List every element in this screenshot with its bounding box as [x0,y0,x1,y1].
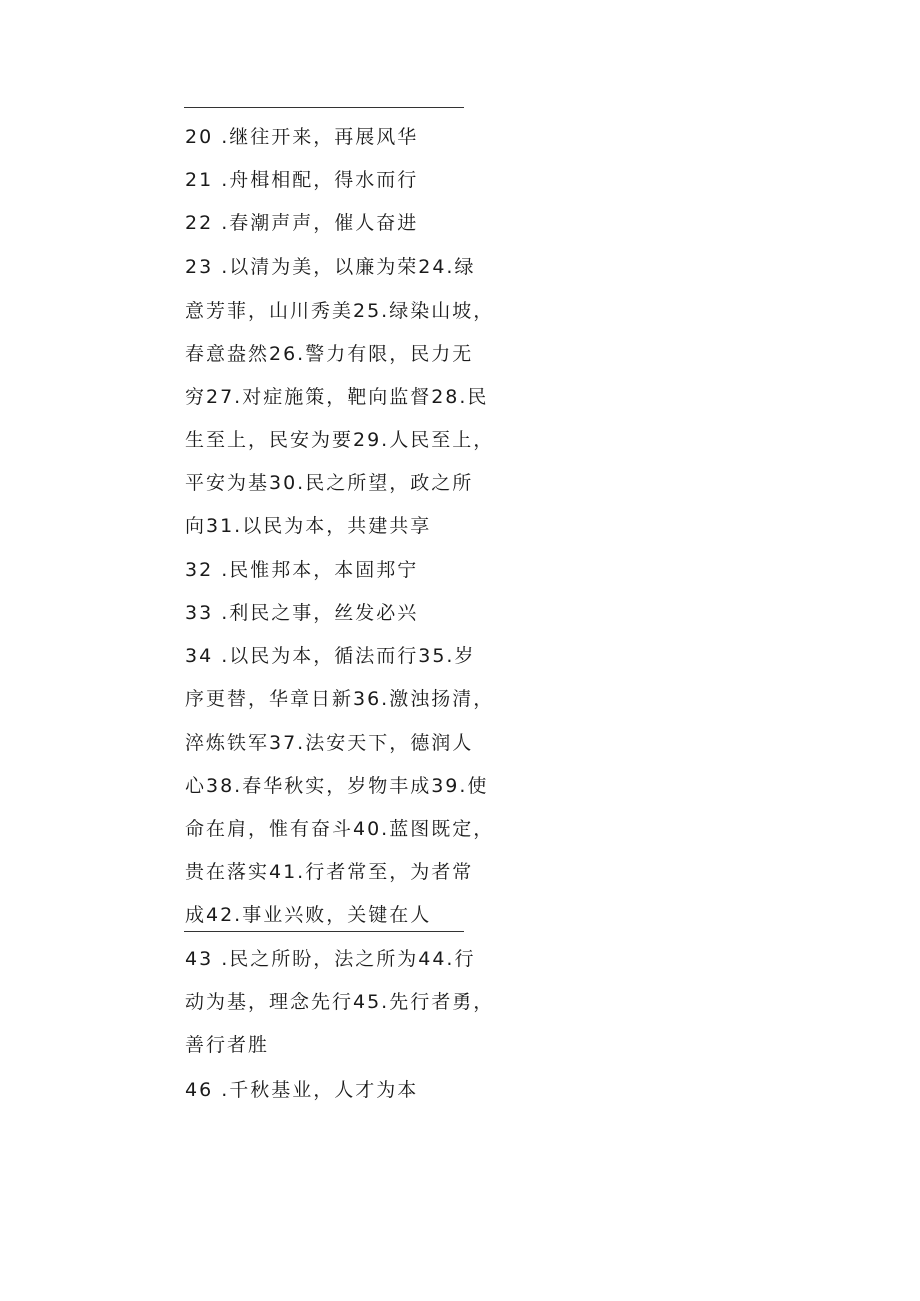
slogan-line: 平安为基30.民之所望，政之所 [185,472,474,494]
slogan-line: 43 .民之所盼，法之所为44.行 [185,948,476,970]
slogan-line: 46 .千秋基业，人才为本 [185,1079,419,1101]
slogan-line: 春意盎然26.警力有限，民力无 [185,343,474,365]
slogan-line: 32 .民惟邦本，本固邦宁 [185,559,419,581]
slogan-line: 穷27.对症施策，靶向监督28.民 [185,386,489,408]
slogan-line: 贵在落实41.行者常至，为者常 [185,861,474,883]
slogan-line: 34 .以民为本，循法而行35.岁 [185,645,476,667]
slogan-line: 向31.以民为本，共建共享 [185,515,432,537]
slogan-line: 23 .以清为美，以廉为荣24.绿 [185,256,476,278]
slogan-line: 善行者胜 [185,1034,270,1056]
slogan-line: 22 .春潮声声，催人奋进 [185,212,419,234]
slogan-line: 心38.春华秋实，岁物丰成39.使 [185,775,489,797]
slogan-line: 生至上，民安为要29.人民至上， [185,429,495,451]
slogan-line: 序更替，华章日新36.激浊扬清， [185,688,495,710]
top-divider [184,107,464,108]
slogan-line: 21 .舟楫相配，得水而行 [185,169,419,191]
slogan-line: 33 .利民之事，丝发必兴 [185,602,419,624]
slogan-line: 动为基，理念先行45.先行者勇， [185,991,495,1013]
section-divider [184,931,464,932]
slogan-line: 命在肩，惟有奋斗40.蓝图既定， [185,818,495,840]
slogan-line: 意芳菲，山川秀美25.绿染山坡， [185,300,495,322]
slogan-line: 20 .继往开来，再展风华 [185,126,419,148]
slogan-line: 成42.事业兴败，关键在人 [185,904,432,926]
slogan-line: 淬炼铁军37.法安天下，德润人 [185,732,474,754]
